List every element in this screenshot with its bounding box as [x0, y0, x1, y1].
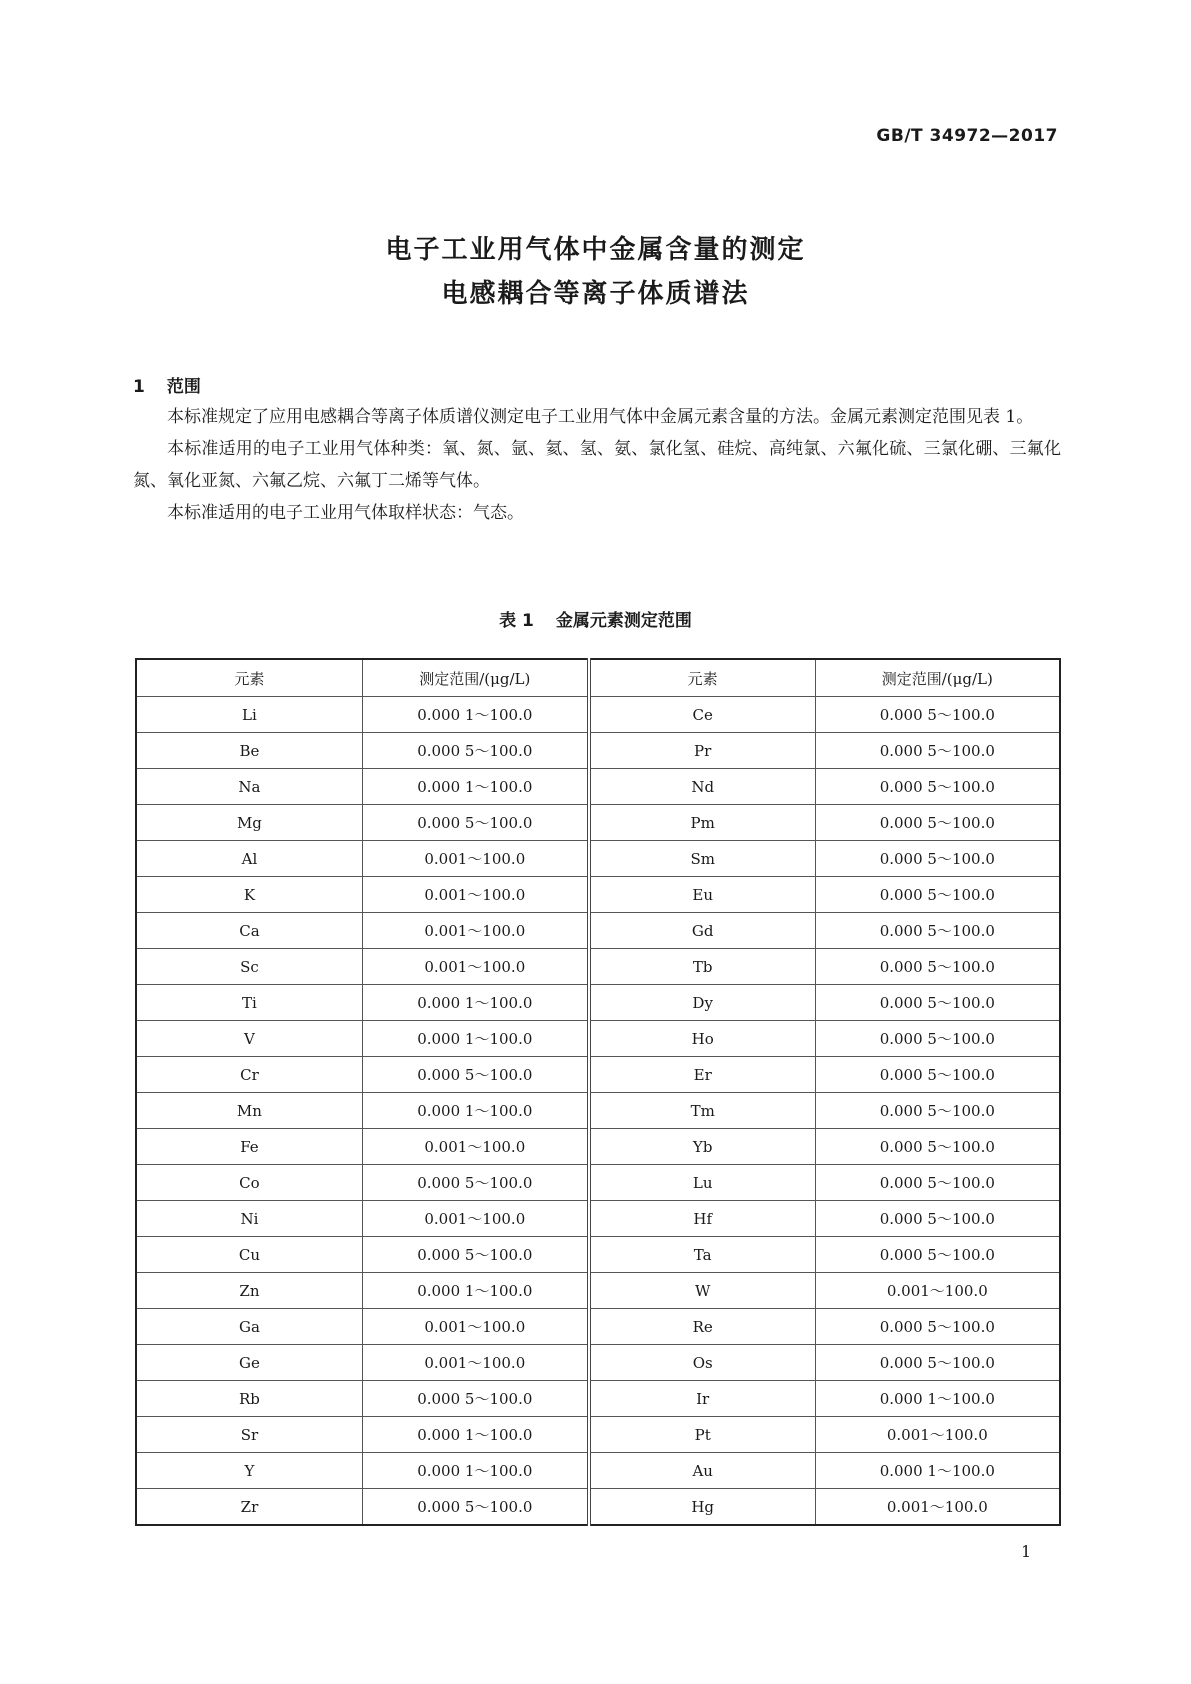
table-body: [136, 697, 1060, 1526]
cell-range: 0.000 1～100.0: [362, 1417, 588, 1453]
cell-element: Ce: [589, 697, 815, 733]
paragraph: 本标准适用的电子工业用气体种类：氧、氮、氩、氦、氢、氨、氯化氢、硅烷、高纯氯、六氟化硫、三氯化硼、三氟化氮、氧化亚氮、六氟乙烷、六氟丁二烯等气体。: [133, 439, 1061, 491]
section-number: 1: [133, 377, 145, 397]
table-row: [136, 877, 1060, 913]
standard-number: GB/T 34972—2017: [876, 126, 1058, 146]
cell-range: 0.001～100.0: [362, 1201, 588, 1237]
scope-paragraphs: [133, 401, 1061, 529]
table-row: [136, 1129, 1060, 1165]
table-row: [136, 1345, 1060, 1381]
cell-range: 0.001～100.0: [362, 949, 588, 985]
cell-range: 0.000 5～100.0: [815, 877, 1060, 913]
cell-element: Hg: [589, 1489, 815, 1526]
table-row: [136, 1093, 1060, 1129]
table-caption: [0, 606, 1191, 631]
cell-range: 0.000 5～100.0: [362, 1381, 588, 1417]
cell-element: Au: [589, 1453, 815, 1489]
paragraph: 本标准规定了应用电感耦合等离子体质谱仪测定电子工业用气体中金属元素含量的方法。金属元素测定范围见表 1。: [167, 407, 1034, 427]
cell-element: Na: [136, 769, 362, 805]
cell-element: Gd: [589, 913, 815, 949]
cell-element: Y: [136, 1453, 362, 1489]
cell-element: Be: [136, 733, 362, 769]
cell-element: Fe: [136, 1129, 362, 1165]
table-row: [136, 841, 1060, 877]
paragraph: 本标准适用的电子工业用气体取样状态：气态。: [167, 503, 524, 523]
cell-range: 0.000 5～100.0: [815, 949, 1060, 985]
table-row: [136, 697, 1060, 733]
cell-range: 0.001～100.0: [362, 913, 588, 949]
header-element: 元素: [136, 659, 362, 697]
title-line-1: 电子工业用气体中金属含量的测定: [385, 235, 806, 265]
cell-range: 0.000 1～100.0: [362, 697, 588, 733]
section-heading: [133, 372, 201, 397]
cell-element: Sr: [136, 1417, 362, 1453]
cell-element: Sm: [589, 841, 815, 877]
cell-range: 0.000 5～100.0: [815, 913, 1060, 949]
cell-range: 0.000 5～100.0: [815, 1201, 1060, 1237]
cell-element: K: [136, 877, 362, 913]
cell-range: 0.001～100.0: [362, 841, 588, 877]
cell-element: Os: [589, 1345, 815, 1381]
cell-range: 0.000 5～100.0: [362, 1489, 588, 1526]
cell-range: 0.000 5～100.0: [815, 841, 1060, 877]
cell-range: 0.001～100.0: [362, 1345, 588, 1381]
table-row: [136, 1057, 1060, 1093]
table-row: [136, 949, 1060, 985]
cell-element: Tm: [589, 1093, 815, 1129]
cell-range: 0.000 5～100.0: [815, 1237, 1060, 1273]
cell-element: W: [589, 1273, 815, 1309]
cell-range: 0.000 5～100.0: [362, 1165, 588, 1201]
cell-element: Hf: [589, 1201, 815, 1237]
table-row: [136, 1309, 1060, 1345]
cell-element: Er: [589, 1057, 815, 1093]
cell-range: 0.000 5～100.0: [815, 1309, 1060, 1345]
cell-element: Yb: [589, 1129, 815, 1165]
page-number: 1: [1021, 1542, 1032, 1561]
cell-element: Ta: [589, 1237, 815, 1273]
cell-element: V: [136, 1021, 362, 1057]
cell-range: 0.000 5～100.0: [815, 1345, 1060, 1381]
table-caption-number: 表 1: [499, 611, 534, 631]
cell-range: 0.000 5～100.0: [815, 1165, 1060, 1201]
cell-range: 0.000 5～100.0: [362, 733, 588, 769]
cell-range: 0.000 1～100.0: [362, 1093, 588, 1129]
cell-element: Sc: [136, 949, 362, 985]
table-row: [136, 1201, 1060, 1237]
table-row: [136, 1381, 1060, 1417]
cell-element: Mn: [136, 1093, 362, 1129]
cell-element: Eu: [589, 877, 815, 913]
metal-range-table: [135, 658, 1061, 1526]
cell-range: 0.000 5～100.0: [815, 697, 1060, 733]
cell-element: Dy: [589, 985, 815, 1021]
table-row: [136, 1021, 1060, 1057]
cell-range: 0.001～100.0: [815, 1417, 1060, 1453]
cell-element: Tb: [589, 949, 815, 985]
cell-element: Li: [136, 697, 362, 733]
cell-element: Nd: [589, 769, 815, 805]
cell-range: 0.000 1～100.0: [362, 1021, 588, 1057]
cell-element: Al: [136, 841, 362, 877]
cell-range: 0.000 1～100.0: [815, 1381, 1060, 1417]
cell-range: 0.000 5～100.0: [815, 1093, 1060, 1129]
header-range: 测定范围/(μg/L): [815, 659, 1060, 697]
cell-range: 0.000 5～100.0: [362, 1237, 588, 1273]
cell-range: 0.000 5～100.0: [815, 1021, 1060, 1057]
cell-element: Co: [136, 1165, 362, 1201]
cell-range: 0.000 5～100.0: [815, 1129, 1060, 1165]
table-caption-title: 金属元素测定范围: [555, 611, 692, 631]
cell-range: 0.001～100.0: [815, 1273, 1060, 1309]
cell-range: 0.000 1～100.0: [362, 769, 588, 805]
cell-element: Cu: [136, 1237, 362, 1273]
cell-range: 0.000 1～100.0: [362, 1273, 588, 1309]
cell-element: Ir: [589, 1381, 815, 1417]
cell-element: Ga: [136, 1309, 362, 1345]
cell-element: Cr: [136, 1057, 362, 1093]
table-row: [136, 733, 1060, 769]
cell-range: 0.000 5～100.0: [815, 733, 1060, 769]
table-row: [136, 805, 1060, 841]
cell-element: Re: [589, 1309, 815, 1345]
table-header-row: [136, 659, 1060, 697]
table-row: [136, 913, 1060, 949]
cell-element: Ca: [136, 913, 362, 949]
cell-element: Pm: [589, 805, 815, 841]
cell-element: Ni: [136, 1201, 362, 1237]
cell-element: Ho: [589, 1021, 815, 1057]
table-row: [136, 1273, 1060, 1309]
cell-element: Rb: [136, 1381, 362, 1417]
table-row: [136, 1165, 1060, 1201]
cell-element: Ti: [136, 985, 362, 1021]
table-row: [136, 1417, 1060, 1453]
table-row: [136, 1489, 1060, 1526]
cell-range: 0.000 5～100.0: [362, 1057, 588, 1093]
cell-range: 0.000 5～100.0: [815, 769, 1060, 805]
document-title: [0, 228, 1191, 316]
title-line-2: 电感耦合等离子体质谱法: [441, 279, 750, 309]
cell-element: Lu: [589, 1165, 815, 1201]
header-element: 元素: [589, 659, 815, 697]
table-row: [136, 1453, 1060, 1489]
cell-range: 0.001～100.0: [362, 1129, 588, 1165]
cell-range: 0.000 5～100.0: [815, 805, 1060, 841]
cell-element: Mg: [136, 805, 362, 841]
cell-range: 0.000 5～100.0: [815, 985, 1060, 1021]
cell-element: Pr: [589, 733, 815, 769]
cell-element: Zr: [136, 1489, 362, 1526]
header-range: 测定范围/(μg/L): [362, 659, 588, 697]
table-row: [136, 1237, 1060, 1273]
table-row: [136, 985, 1060, 1021]
cell-range: 0.000 5～100.0: [815, 1057, 1060, 1093]
cell-range: 0.000 1～100.0: [362, 1453, 588, 1489]
table-row: [136, 769, 1060, 805]
cell-range: 0.000 5～100.0: [362, 805, 588, 841]
cell-range: 0.001～100.0: [815, 1489, 1060, 1526]
cell-element: Pt: [589, 1417, 815, 1453]
cell-range: 0.001～100.0: [362, 1309, 588, 1345]
cell-element: Zn: [136, 1273, 362, 1309]
cell-range: 0.000 1～100.0: [815, 1453, 1060, 1489]
section-title: 范围: [166, 377, 201, 397]
cell-range: 0.000 1～100.0: [362, 985, 588, 1021]
cell-element: Ge: [136, 1345, 362, 1381]
cell-range: 0.001～100.0: [362, 877, 588, 913]
